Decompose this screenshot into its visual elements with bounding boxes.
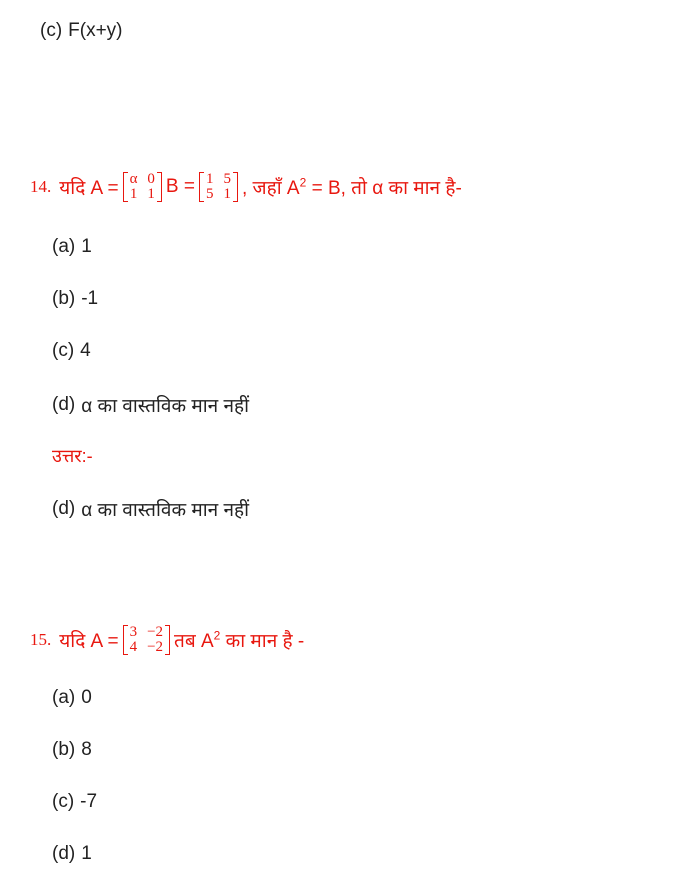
option-label: (b) xyxy=(52,288,76,309)
matrix-cell: 1 xyxy=(147,186,155,202)
superscript: 2 xyxy=(213,628,221,643)
q15-option-d xyxy=(52,843,92,865)
question-prefix: यदि A = xyxy=(59,631,119,652)
question-number: 14. xyxy=(30,177,52,196)
option-text: 1 xyxy=(81,236,92,257)
option-text: α का वास्तविक मान नहीं xyxy=(81,396,250,417)
matrix-cell: 0 xyxy=(147,171,155,187)
matrix-cell: −2 xyxy=(147,624,164,640)
option-text: 8 xyxy=(81,739,92,760)
q15-option-a xyxy=(52,687,92,709)
option-label: (d) xyxy=(52,394,76,415)
option-text: -1 xyxy=(81,288,99,309)
matrix-b xyxy=(199,172,238,202)
matrix-a xyxy=(123,172,162,202)
question-mid: B = xyxy=(165,176,195,197)
suffix-text-end: का मान है - xyxy=(220,631,305,652)
option-label: (c) xyxy=(40,20,63,41)
option-label: (c) xyxy=(52,791,75,812)
option-label: (a) xyxy=(52,687,76,708)
suffix-text: तब A xyxy=(174,631,214,652)
question-suffix xyxy=(242,174,462,200)
q14-option-c xyxy=(52,340,91,362)
q14-answer xyxy=(52,496,249,522)
matrix-cell: 1 xyxy=(223,186,231,202)
matrix-cell: α xyxy=(129,171,138,187)
matrix-cell: 4 xyxy=(129,639,138,655)
option-label: (a) xyxy=(52,236,76,257)
option-text: F(x+y) xyxy=(68,20,123,41)
q14-option-a xyxy=(52,236,92,258)
question-14 xyxy=(30,172,462,202)
question-number: 15. xyxy=(30,630,52,649)
option-label: (d) xyxy=(52,843,76,864)
option-text: α का वास्तविक मान नहीं xyxy=(81,500,250,521)
matrix-cell: 5 xyxy=(205,186,214,202)
question-suffix xyxy=(174,627,304,653)
q14-option-d xyxy=(52,392,249,418)
option-label: (b) xyxy=(52,739,76,760)
q14-option-b xyxy=(52,288,98,310)
question-15 xyxy=(30,625,304,655)
matrix-cell: 5 xyxy=(223,171,231,187)
suffix-text-end: = B, तो α का मान है- xyxy=(306,178,462,199)
option-c-prev xyxy=(40,20,123,42)
matrix-a xyxy=(123,625,170,655)
matrix-cell: 1 xyxy=(205,171,214,187)
suffix-text: , जहाँ A xyxy=(241,178,300,199)
matrix-cell: −2 xyxy=(147,639,164,655)
matrix-cell: 1 xyxy=(129,186,138,202)
q15-option-b xyxy=(52,739,92,761)
option-text: 1 xyxy=(81,843,92,864)
option-text: 4 xyxy=(80,340,91,361)
option-label: (d) xyxy=(52,498,76,519)
superscript: 2 xyxy=(299,175,307,190)
option-label: (c) xyxy=(52,340,75,361)
question-prefix: यदि A = xyxy=(59,178,119,199)
matrix-cell: 3 xyxy=(129,624,138,640)
option-text: 0 xyxy=(81,687,92,708)
q15-option-c xyxy=(52,791,97,813)
option-text: -7 xyxy=(80,791,98,812)
answer-heading: उत्तर:- xyxy=(52,446,93,466)
